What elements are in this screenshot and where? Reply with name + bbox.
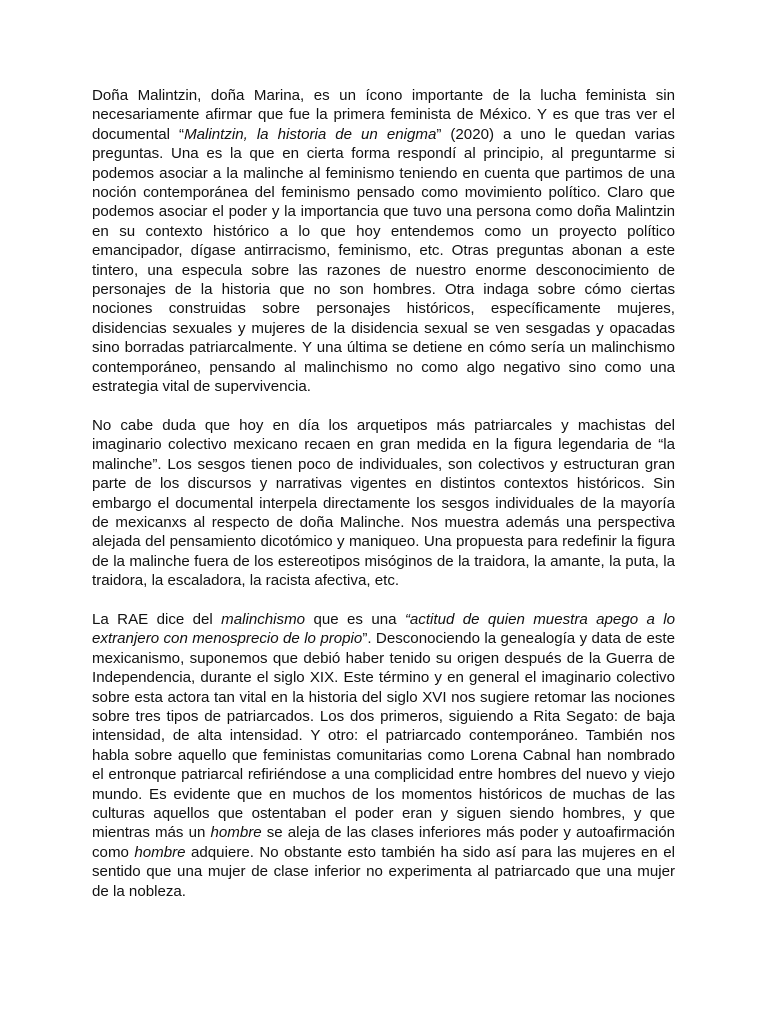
paragraph-3 <box>92 610 675 901</box>
paragraph-3-text-4: se aleja de las clases inferiores más poder y autoafirmación como <box>92 824 675 861</box>
document-page <box>92 86 675 901</box>
paragraph-2 <box>92 416 675 591</box>
term-malinchismo: malinchismo <box>221 610 306 628</box>
paragraph-1-text-1: Doña Malintzin, doña Marina, es un ícono importante de la lucha feminista sin necesariamente afirmar que fue la primera feminista de México. Y es que tras ver el documental “ <box>92 87 675 143</box>
paragraph-3-text-1: La RAE dice del <box>92 610 222 628</box>
paragraph-1 <box>92 86 675 397</box>
term-hombre-2: hombre <box>134 843 186 861</box>
paragraph-3-text-5: adquiere. No obstante esto también ha sido así para las mujeres en el sentido que una mujer de clase inferior no experimenta al patriarcado que una mujer de la nobleza. <box>92 843 675 900</box>
paragraph-1-text-2: ” (2020) a uno le quedan varias preguntas. Una es la que en cierta forma respondí al principio, al preguntarme si podemos asociar a la malinche al feminismo teniendo en cuenta que partimos de una noción contemporánea del feminismo pensado como movimiento político. Claro que podemos asociar el poder y la importancia que tuvo una persona como doña Malintzin en su contexto histórico a lo que hoy entendemos como un proyecto político emancipador, dígase antirracismo, feminismo, etc. Otras preguntas abonan a este tintero, una especula sobre las razones de nuestro enorme desconocimiento de personajes de la historia que no son hombres. Otra indaga sobre cómo ciertas nociones construidas sobre personajes históricos, específicamente mujeres, disidencias sexuales y mujeres de la disidencia sexual se ven sesgadas y opacadas sino borradas patriarcalmente. Y una última se detiene en cómo sería un malinchismo contemporáneo, pensando al malinchismo no como algo negativo sino como una estrategia vital de supervivencia. <box>92 125 675 396</box>
term-hombre-1: hombre <box>210 824 262 842</box>
paragraph-2-text-1: No cabe duda que hoy en día los arquetipos más patriarcales y machistas del imaginario colectivo mexicano recaen en gran medida en la figura legendaria de “la malinche”. Los sesgos tienen poco de individuales, son colectivos y estructuran gran parte de los discursos y narrativas vigentes en distintos contextos históricos. Sin embargo el documental interpela directamente los sesgos individuales de la mayoría de mexicanxs al respecto de doña Malinche. Nos muestra además una perspectiva alejada del pensamiento dicotómico y maniqueo. Una propuesta para redefinir la figura de la malinche fuera de los estereotipos misóginos de la traidora, la amante, la puta, la traidora, la escaladora, la racista afectiva, etc. <box>92 416 675 590</box>
rae-definition-quote: “actitud de quien muestra apego a lo extranjero con menosprecio de lo propio <box>92 610 676 648</box>
documentary-title: Malintzin, la historia de un enigma <box>184 125 437 143</box>
paragraph-3-text-3: ”. Desconociendo la genealogía y data de este mexicanismo, suponemos que debió haber tenido su origen después de la Guerra de Independencia, durante el siglo XIX. Este término y en general el imaginario colectivo sobre esta actora tan vital en la historia del siglo XVI nos sugiere retomar las nociones sobre tres tipos de patriarcados. Los dos primeros, siguiendo a Rita Segato: de baja intensidad, de alta intensidad. Y otro: el patriarcado contemporáneo. También nos habla sobre aquello que feministas comunitarias como Lorena Cabnal han nombrado el entronque patriarcal refiriéndose a una complicidad entre hombres del nuevo y viejo mundo. Es evidente que en muchos de los momentos históricos de muchas de las culturas aquellos que ostentaban el poder eran y siguen siendo hombres, y que mientras más un <box>92 630 675 842</box>
paragraph-3-text-2: que es una <box>305 610 405 628</box>
